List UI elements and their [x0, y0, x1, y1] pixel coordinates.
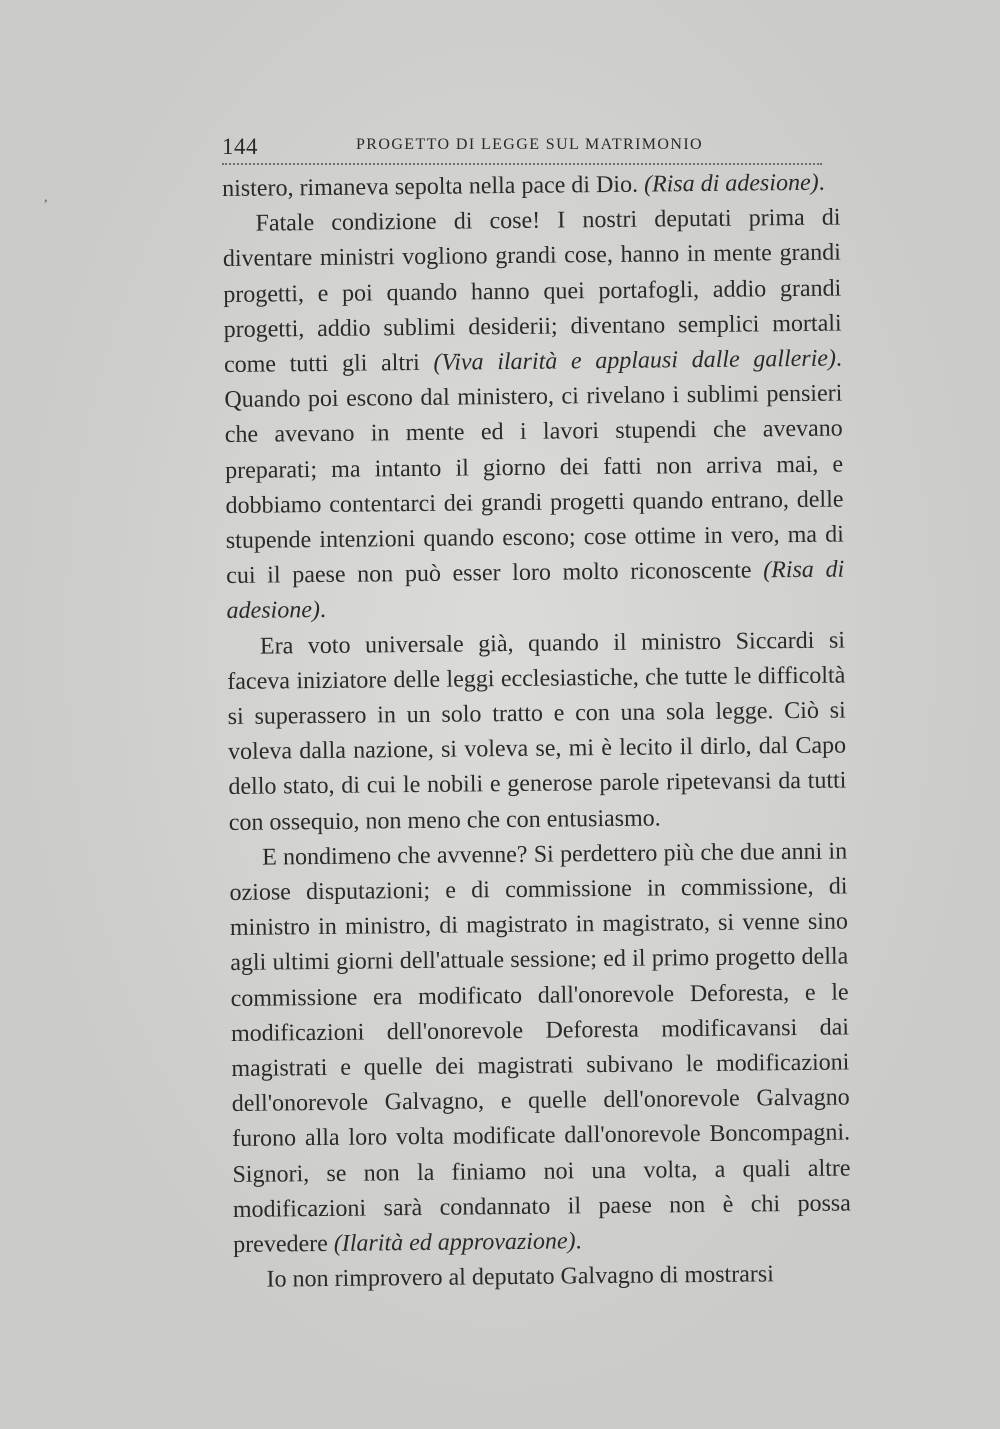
stage-direction: (Risa di adesione): [643, 169, 819, 198]
header-rule: [222, 163, 822, 165]
stage-direction: (Viva ilarità e applausi dalle gallerie): [433, 345, 837, 376]
margin-speck: ,: [44, 190, 48, 205]
text-run: .: [319, 597, 327, 624]
paragraph: [222, 201, 844, 630]
text-run: Fatale condizione di cose! I nostri deputati prima di diventare ministri vogliono grandi cose, hanno in mente grandi progetti, e poi quando hanno quei portafogli, addio grandi progetti, addio sublimi desiderii; diventano semplici mortali come tutti gli altri: [222, 204, 842, 379]
running-title: PROGETTO DI LEGGE SUL MATRIMONIO: [356, 136, 704, 153]
text-run: Era voto universale già, quando il ministro Siccardi si faceva iniziatore delle leggi ecclesiastiche, che tutte le difficoltà si superassero in un solo tratto e con una sola legge. Ciò si voleva dalla nazione, si voleva se, mi è lecito il dirlo, dal Capo dello stato, di cui le nobili e generose parole ripetevansi da tutti con ossequio, non meno che con entusiasmo.: [227, 627, 847, 836]
stage-direction: (Risa di adesione): [226, 556, 845, 625]
paragraph: [233, 1257, 851, 1299]
text-run: E nondimeno che avvenne? Si perdettero più che due anni in oziose disputazioni; e di commissione in commissione, di ministro in ministro, di magistrato in magistrato, si venne sino agli ultimi giorni dell'attuale sessione; ed il primo progetto della commissione era modificato dall'onorevole Deforesta, e le modificazioni dell'onorevole Deforesta modificavansi dai magistrati e quelle dei magistrati subivano le modificazioni dell'onorevole Galvagno, e quelle dell'onorevole Galvagno furono alla loro volta modificate dall'onorevole Boncompagni. Signori, se non la finiamo noi una volta, a quali altre modificazioni sarà condannato il paese non è chi possa prevedere: [229, 838, 851, 1259]
text-run: .: [575, 1228, 582, 1255]
text-run: nistero, rimaneva sepolta nella pace di Dio.: [222, 171, 645, 202]
stage-direction: (Ilarità ed approvazione): [333, 1228, 576, 1257]
body-text: [222, 166, 852, 1299]
paragraph: [227, 623, 847, 841]
page-header: [222, 130, 822, 160]
text-run: Io non rimprovero al deputato Galvagno di mostrarsi: [266, 1261, 774, 1293]
text-run: .: [818, 169, 825, 196]
page-number: 144: [222, 134, 258, 159]
paragraph: [229, 834, 851, 1263]
text-run: . Quando poi escono dal ministero, ci rivelano i sublimi pensieri che avevano in mente ed i lavori stupendi che avevano preparati; ma intanto il giorno dei fatti non arriva mai, e dobbiamo contentarci dei grandi progetti quando entrano, delle stupende intenzioni quando escono; cose ottime in vero, ma di cui il paese non può esser loro molto riconoscente: [224, 345, 844, 590]
